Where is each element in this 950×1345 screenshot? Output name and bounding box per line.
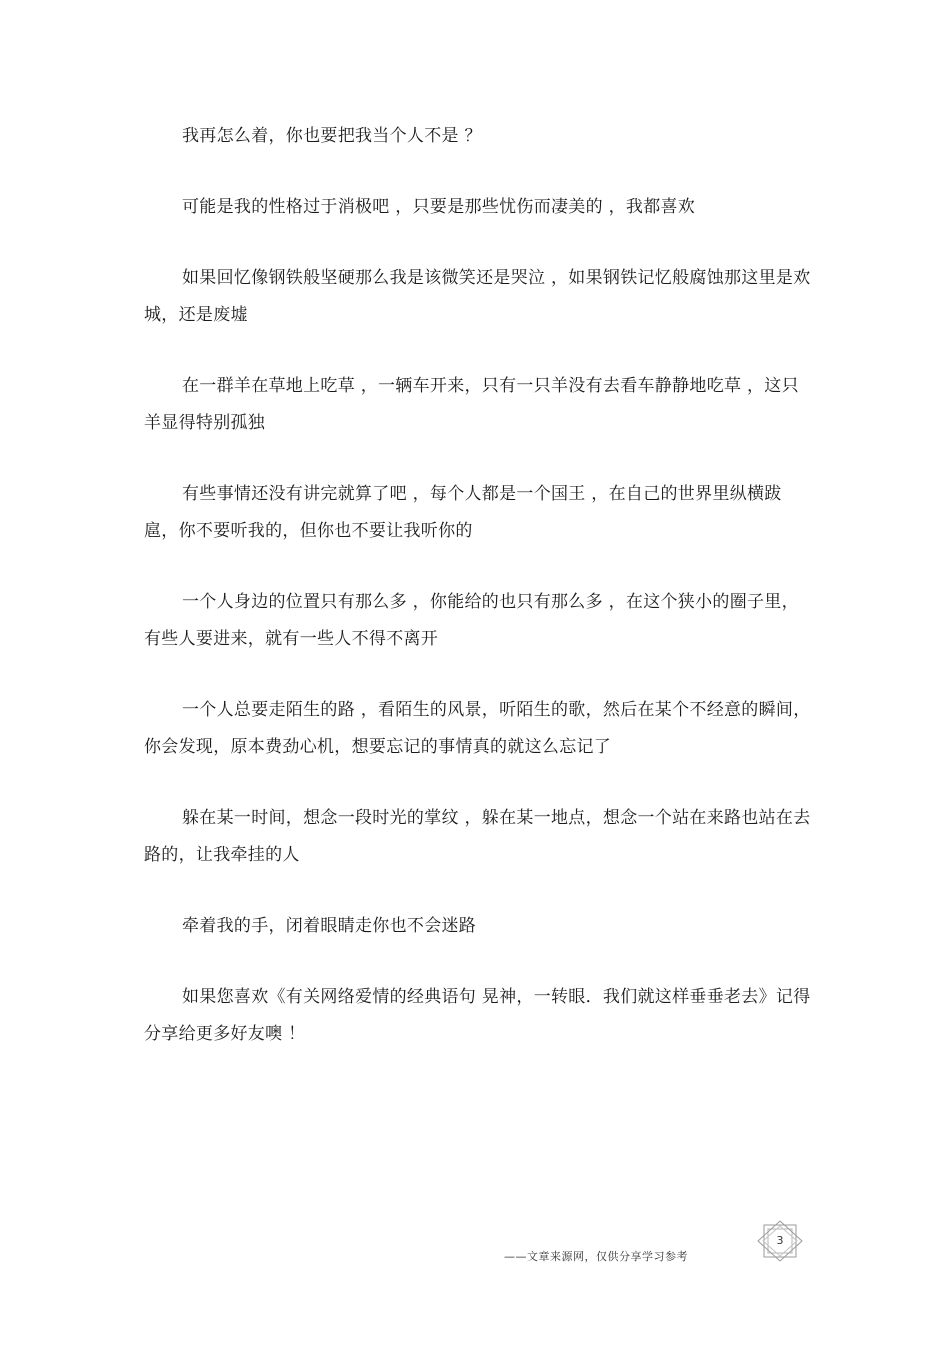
paragraph: 如果您喜欢《有关网络爱情的经典语句 晃神，一转眼．我们就这样垂垂老去》记得分享给更多好友噢 ！ (144, 987, 811, 1044)
paragraph: 可能是我的性格过于消极吧 ，只要是那些忧伤而凄美的 ，我都喜欢 (182, 197, 696, 217)
paragraph: 在一群羊在草地上吃草 ，一辆车开来，只有一只羊没有去看车静静地吃草 ，这只羊显得特别孤独 (144, 376, 799, 433)
paragraph: 我再怎么着，你也要把我当个人不是 ？ (182, 126, 482, 146)
paragraph: 如果回忆像钢铁般坚硬那么我是该微笑还是哭泣 ，如果钢铁记忆般腐蚀那这里是欢城，还是废墟 (144, 268, 811, 325)
page-number-badge (756, 1220, 804, 1262)
paragraph: 牵着我的手，闭着眼睛走你也不会迷路 (182, 916, 477, 936)
paragraph: 一个人总要走陌生的路 ，看陌生的风景，听陌生的歌，然后在某个不经意的瞬间，你会发现，原本费劲心机，想要忘记的事情真的就这么忘记了 (144, 700, 811, 757)
paragraph: 有些事情还没有讲完就算了吧 ，每个人都是一个国王 ，在自己的世界里纵横跋扈，你不要听我的，但你也不要让我听你的 (144, 484, 782, 541)
footer-source-note: ——文章来源网，仅供分享学习参考 (504, 1250, 688, 1263)
paragraph: 躲在某一时间，想念一段时光的掌纹 ，躲在某一地点，想念一个站在来路也站在去路的，让我牵挂的人 (144, 808, 811, 865)
page-number: 3 (776, 1234, 784, 1247)
paragraph: 一个人身边的位置只有那么多 ，你能给的也只有那么多 ，在这个狭小的圈子里，有些人要进来，就有一些人不得不离开 (144, 592, 799, 649)
document-body (144, 118, 812, 1087)
